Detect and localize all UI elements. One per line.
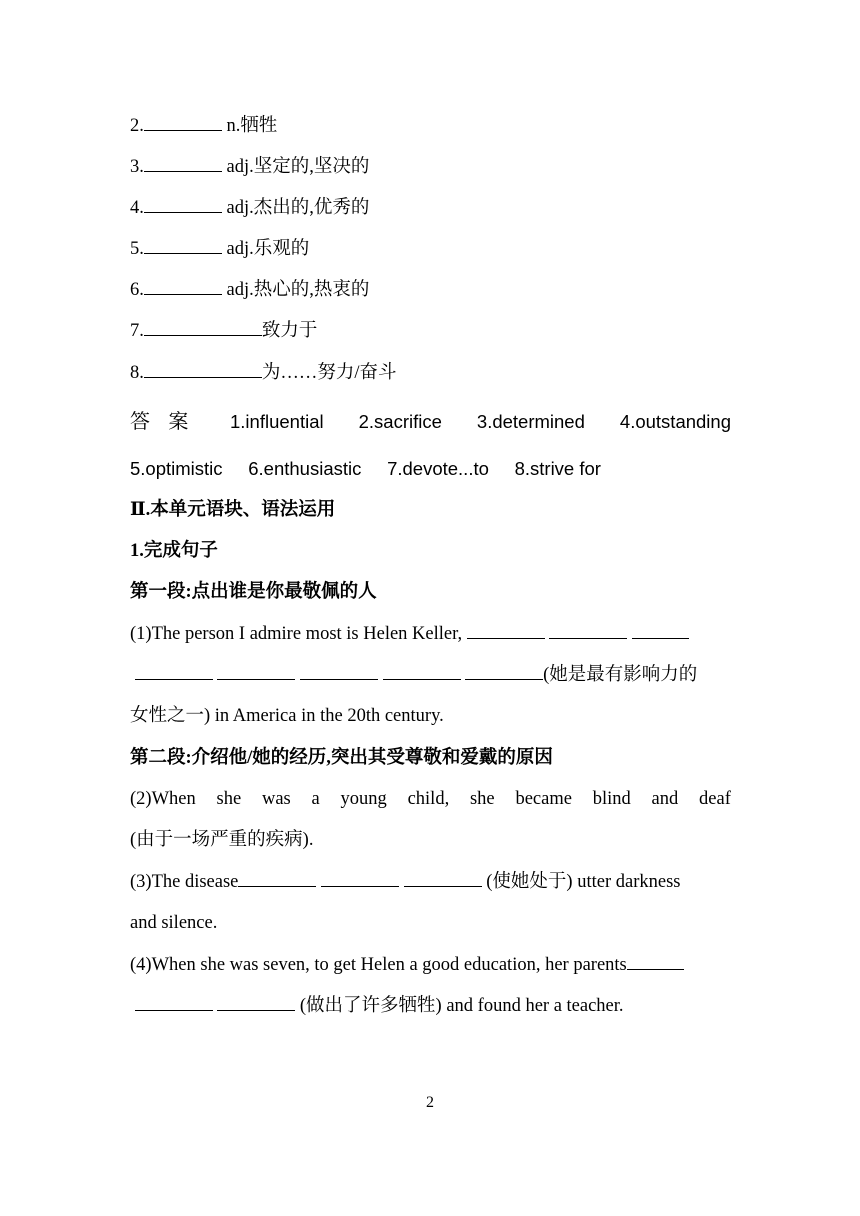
answer-blank <box>465 664 543 680</box>
sentence-text: (4)When she was seven, to get Helen a good education, her parents <box>130 955 627 975</box>
word: became <box>515 789 572 809</box>
word: young <box>340 789 387 809</box>
answer-blank <box>321 871 399 887</box>
vocab-item-2 <box>130 114 731 138</box>
vocab-item-8 <box>130 361 731 385</box>
item-number: 4. <box>130 198 144 218</box>
answer-blank <box>404 871 482 887</box>
sentence-2-line-1 <box>130 787 731 811</box>
answer-blank <box>144 115 222 131</box>
answer-blank <box>300 664 378 680</box>
sentence-1-line-2 <box>130 663 731 687</box>
paragraph-title-2: 第二段:介绍他/她的经历,突出其受尊敬和爱戴的原因 <box>130 748 553 768</box>
item-definition: adj.热心的,热衷的 <box>226 280 370 300</box>
item-definition: 致力于 <box>261 321 318 341</box>
item-definition: n.牺牲 <box>226 116 278 136</box>
word: and <box>651 789 679 809</box>
answer-blank <box>217 995 295 1011</box>
answer-blank <box>144 320 262 336</box>
answer-blank <box>135 664 213 680</box>
item-definition: adj.乐观的 <box>226 239 310 259</box>
sentence-text: (做出了许多牺牲) and found her a teacher. <box>299 996 624 1016</box>
answer-item: 1.influential <box>230 411 324 432</box>
sentence-4-line-1 <box>130 953 731 977</box>
item-definition: adj.坚定的,坚决的 <box>226 157 370 177</box>
answer-blank <box>238 871 316 887</box>
page-number: 2 <box>426 1094 434 1111</box>
item-definition: 为……努力/奋斗 <box>261 363 397 383</box>
word: blind <box>592 789 631 809</box>
item-number: 6. <box>130 280 144 300</box>
answer-blank <box>632 623 689 639</box>
sentence-text: (使她处于) utter darkness <box>486 872 681 892</box>
vocab-item-3 <box>130 155 731 179</box>
answer-item: 5.optimistic <box>130 458 223 479</box>
answer-blank <box>627 954 684 970</box>
word: she <box>469 789 495 809</box>
vocab-item-5 <box>130 237 731 261</box>
sentence-3-line-1 <box>130 870 731 894</box>
answer-key-label: 答 案 <box>130 409 195 433</box>
vocab-item-6 <box>130 278 731 302</box>
section-title: Ⅱ.本单元语块、语法运用 <box>130 500 336 520</box>
answer-blank <box>144 279 222 295</box>
sentence-text: (3)The disease <box>130 872 239 892</box>
answer-key-items <box>230 410 731 434</box>
item-number: 7. <box>130 321 144 341</box>
answer-item: 6.enthusiastic <box>248 458 362 479</box>
word: child, <box>407 789 450 809</box>
sentence-4-line-2 <box>130 994 731 1018</box>
answer-blank <box>144 156 222 172</box>
item-number: 8. <box>130 363 144 383</box>
item-number: 2. <box>130 116 144 136</box>
word: was <box>261 789 291 809</box>
vocab-item-7 <box>130 319 731 343</box>
answer-item: 4.outstanding <box>619 411 731 432</box>
item-number: 3. <box>130 157 144 177</box>
answer-blank <box>135 995 213 1011</box>
word: she <box>216 789 242 809</box>
answer-blank <box>217 664 295 680</box>
sentence-1-line-3: 女性之一) in America in the 20th century. <box>130 706 444 726</box>
item-definition: adj.杰出的,优秀的 <box>226 198 370 218</box>
answer-blank <box>383 664 461 680</box>
sentence-text: (她是最有影响力的 <box>543 665 698 685</box>
answer-item: 7.devote...to <box>387 458 489 479</box>
word: a <box>311 789 320 809</box>
sentence-2-line-2: (由于一场严重的疾病). <box>130 830 314 850</box>
answer-key-line-2 <box>130 457 731 481</box>
answer-item: 2.sacrifice <box>358 411 442 432</box>
subsection-title: 1.完成句子 <box>130 541 218 561</box>
answer-blank <box>144 238 222 254</box>
sentence-text: (1)The person I admire most is Helen Keller, <box>130 624 463 644</box>
answer-blank <box>467 623 545 639</box>
paragraph-title-1: 第一段:点出谁是你最敬佩的人 <box>130 582 377 602</box>
answer-blank <box>144 197 222 213</box>
vocab-item-4 <box>130 196 731 220</box>
answer-key-line-1 <box>130 409 731 434</box>
item-number: 5. <box>130 239 144 259</box>
answer-item: 3.determined <box>476 411 585 432</box>
word: (2)When <box>130 789 196 809</box>
word: deaf <box>699 789 731 809</box>
sentence-3-line-2: and silence. <box>130 913 218 933</box>
answer-blank <box>144 362 262 378</box>
sentence-1-line-1 <box>130 622 731 646</box>
answer-blank <box>549 623 627 639</box>
answer-item: 8.strive for <box>514 458 601 479</box>
